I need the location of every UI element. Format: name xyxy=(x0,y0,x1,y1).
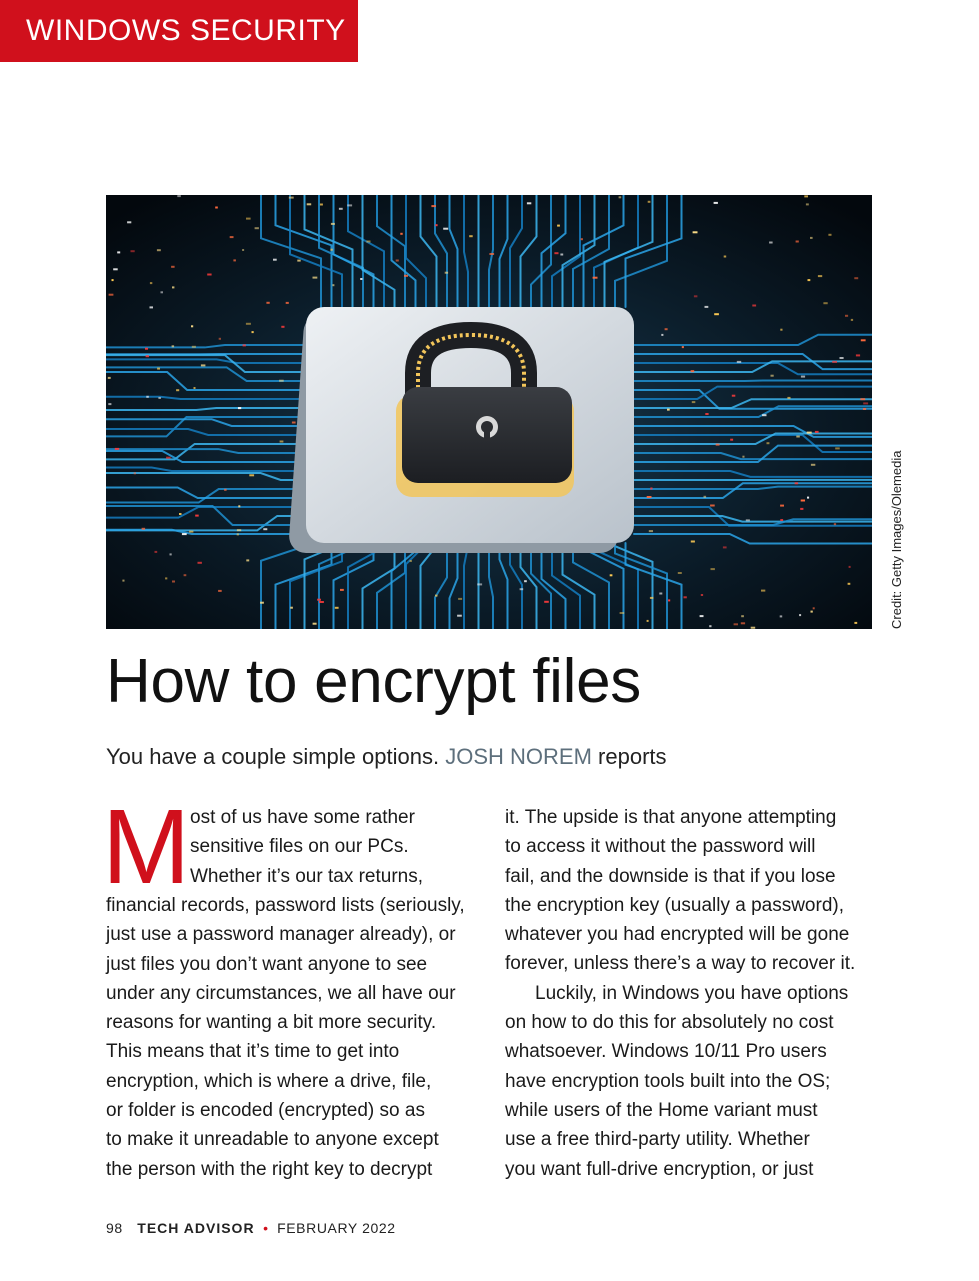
light-speck xyxy=(691,541,695,543)
light-speck xyxy=(339,208,343,210)
light-speck xyxy=(849,566,851,568)
light-speck xyxy=(661,334,663,336)
light-speck xyxy=(818,275,822,277)
light-speck xyxy=(410,560,412,562)
text-line: it. The upside is that anyone attempting xyxy=(505,807,837,828)
footer-bullet: • xyxy=(263,1220,269,1236)
light-speck xyxy=(233,259,236,261)
image-credit: Credit: Getty Images/Olemedia xyxy=(889,450,904,629)
light-speck xyxy=(207,274,211,276)
light-speck xyxy=(648,201,651,203)
text-line: fail, and the downside is that if you lose xyxy=(505,865,836,887)
light-speck xyxy=(112,279,114,281)
light-speck xyxy=(834,523,836,525)
light-speck xyxy=(746,519,750,521)
light-speck xyxy=(649,530,653,532)
light-speck xyxy=(684,596,687,598)
light-speck xyxy=(263,528,267,530)
body-column-right xyxy=(505,803,885,1184)
light-speck xyxy=(489,253,494,255)
light-speck xyxy=(237,529,241,531)
light-speck xyxy=(527,202,531,204)
light-speck xyxy=(704,496,707,498)
light-speck xyxy=(752,305,756,307)
light-speck xyxy=(787,397,790,399)
issue-date: FEBRUARY 2022 xyxy=(277,1220,396,1236)
light-speck xyxy=(404,275,408,277)
light-speck xyxy=(716,444,720,446)
light-speck xyxy=(724,256,727,258)
light-speck xyxy=(400,233,402,235)
section-label: WINDOWS SECURITY xyxy=(26,14,346,47)
light-speck xyxy=(108,403,111,405)
light-speck xyxy=(330,249,332,251)
light-speck xyxy=(554,252,558,254)
light-speck xyxy=(246,559,249,561)
light-speck xyxy=(730,439,733,441)
light-speck xyxy=(854,622,857,624)
text-line: This means that it’s time to get into xyxy=(106,1041,400,1063)
light-speck xyxy=(273,259,277,261)
light-speck xyxy=(557,225,560,227)
section-tab xyxy=(0,0,358,62)
light-speck xyxy=(835,447,840,449)
light-speck xyxy=(650,488,652,490)
light-speck xyxy=(780,519,783,521)
light-speck xyxy=(313,623,317,625)
light-speck xyxy=(117,251,120,253)
light-speck xyxy=(201,364,206,366)
light-speck xyxy=(762,414,766,416)
light-speck xyxy=(179,513,182,515)
light-speck xyxy=(255,227,259,229)
light-speck xyxy=(238,407,241,409)
light-speck xyxy=(845,315,848,317)
author-byline: JOSH NOREM xyxy=(445,744,592,769)
light-speck xyxy=(260,602,264,604)
light-speck xyxy=(157,368,160,370)
light-speck xyxy=(711,568,715,570)
light-speck xyxy=(705,413,708,415)
text-line: whatever you had encrypted will be gone xyxy=(505,924,850,946)
light-speck xyxy=(714,202,718,204)
light-speck xyxy=(769,242,773,244)
light-speck xyxy=(854,277,858,279)
circuit-trace xyxy=(634,380,872,381)
light-speck xyxy=(800,508,803,510)
light-speck xyxy=(811,464,815,466)
right-paragraph-1 xyxy=(505,803,885,979)
light-speck xyxy=(799,614,801,616)
light-speck xyxy=(150,282,152,284)
light-speck xyxy=(113,268,118,270)
standfirst xyxy=(106,744,667,770)
light-speck xyxy=(737,361,741,363)
text-line: have encryption tools built into the OS; xyxy=(505,1070,831,1092)
text-line: under any circumstances, we all have our xyxy=(106,982,456,1004)
text-line: reasons for wanting a bit more security. xyxy=(106,1012,437,1034)
light-speck xyxy=(828,234,831,236)
light-speck xyxy=(280,441,284,443)
article-title: How to encrypt files xyxy=(106,647,641,716)
light-speck xyxy=(146,396,149,398)
light-speck xyxy=(127,221,131,223)
light-speck xyxy=(804,195,808,197)
light-speck xyxy=(347,204,352,206)
text-line: you want full-drive encryption, or just xyxy=(505,1158,814,1180)
light-speck xyxy=(131,250,135,252)
light-speck xyxy=(581,238,583,240)
light-speck xyxy=(172,581,175,583)
light-speck xyxy=(701,594,703,596)
text-line: whatsoever. Windows 10/11 Pro users xyxy=(505,1041,827,1063)
light-speck xyxy=(340,589,344,591)
light-speck xyxy=(218,590,222,592)
light-speck xyxy=(331,223,335,225)
light-speck xyxy=(780,615,783,617)
light-speck xyxy=(182,533,187,535)
light-speck xyxy=(161,291,164,293)
light-speck xyxy=(520,588,524,590)
light-speck xyxy=(741,615,744,617)
light-speck xyxy=(191,325,193,327)
light-speck xyxy=(705,306,709,308)
light-speck xyxy=(761,590,765,592)
text-line: Whether it’s our tax returns, xyxy=(190,865,424,887)
light-speck xyxy=(313,277,318,279)
light-speck xyxy=(694,295,698,297)
light-speck xyxy=(709,625,711,627)
text-line: or folder is encoded (encrypted) so as xyxy=(106,1100,425,1122)
light-speck xyxy=(751,627,756,629)
light-speck xyxy=(691,370,695,372)
text-line: the encryption key (usually a password), xyxy=(505,894,844,916)
light-speck xyxy=(170,553,172,555)
light-speck xyxy=(700,615,704,617)
text-line: on how to do this for absolutely no cost xyxy=(505,1012,834,1034)
light-speck xyxy=(667,409,670,411)
light-speck xyxy=(360,278,362,280)
text-line: sensitive files on our PCs. xyxy=(190,836,409,858)
light-speck xyxy=(593,277,598,279)
light-speck xyxy=(692,401,696,403)
light-speck xyxy=(317,599,321,601)
light-speck xyxy=(435,224,437,226)
left-paragraph xyxy=(106,891,486,1184)
light-speck xyxy=(195,515,199,517)
text-line: to access it without the password will xyxy=(505,836,816,858)
light-speck xyxy=(292,422,296,424)
light-speck xyxy=(230,236,234,238)
light-speck xyxy=(320,204,323,206)
light-speck xyxy=(832,361,837,363)
light-speck xyxy=(796,241,799,243)
text-line: while users of the Home variant must xyxy=(505,1099,818,1121)
light-speck xyxy=(807,432,812,434)
light-speck xyxy=(840,357,844,359)
light-speck xyxy=(693,231,698,233)
light-speck xyxy=(238,505,240,507)
light-speck xyxy=(810,237,813,239)
light-speck xyxy=(851,319,853,321)
light-speck xyxy=(166,457,171,459)
light-speck xyxy=(620,612,625,614)
light-speck xyxy=(171,266,175,268)
light-speck xyxy=(215,207,218,209)
light-speck xyxy=(665,328,668,330)
light-speck xyxy=(246,218,251,220)
light-speck xyxy=(469,235,473,237)
light-speck xyxy=(198,562,202,564)
light-speck xyxy=(142,528,146,530)
light-speck xyxy=(856,354,860,356)
light-speck xyxy=(332,284,334,286)
light-speck xyxy=(861,339,866,341)
light-speck xyxy=(647,620,649,622)
light-speck xyxy=(286,302,289,304)
standfirst-text: You have a couple simple options. xyxy=(106,744,440,769)
light-speck xyxy=(122,580,124,582)
light-speck xyxy=(742,456,744,458)
text-line: just use a password manager already), or xyxy=(106,924,456,946)
text-line: ost of us have some rather xyxy=(190,807,415,828)
light-speck xyxy=(108,377,111,379)
light-speck xyxy=(813,607,815,609)
publication-name: TECH ADVISOR xyxy=(137,1220,255,1236)
light-speck xyxy=(243,344,246,346)
light-speck xyxy=(266,302,269,304)
light-speck xyxy=(682,346,684,348)
light-speck xyxy=(619,196,622,198)
light-speck xyxy=(714,313,719,315)
text-line: financial records, password lists (seriously, xyxy=(106,895,465,916)
light-speck xyxy=(242,249,244,251)
light-speck xyxy=(806,203,809,205)
hero-image xyxy=(106,195,872,629)
light-speck xyxy=(155,551,158,553)
light-speck xyxy=(279,380,284,382)
light-speck xyxy=(801,500,805,502)
page-number: 98 xyxy=(106,1220,123,1236)
light-speck xyxy=(723,546,727,548)
light-speck xyxy=(290,607,293,609)
light-speck xyxy=(237,533,239,535)
light-speck xyxy=(172,286,174,288)
light-speck xyxy=(823,302,827,304)
text-line: encryption, which is where a drive, file, xyxy=(106,1070,432,1092)
light-speck xyxy=(165,577,167,579)
body-column-left xyxy=(102,788,486,1184)
light-speck xyxy=(741,622,745,624)
text-line: forever, unless there’s a way to recover it. xyxy=(505,953,856,975)
text-line: to make it unreadable to anyone except xyxy=(106,1129,439,1151)
light-speck xyxy=(246,323,251,325)
light-speck xyxy=(732,395,736,397)
light-speck xyxy=(796,436,800,438)
light-speck xyxy=(134,472,136,474)
standfirst-suffix: reports xyxy=(598,744,667,769)
light-speck xyxy=(194,387,196,389)
light-speck xyxy=(808,279,811,281)
light-speck xyxy=(771,375,774,377)
page-footer xyxy=(106,1220,396,1236)
right-paragraph-2 xyxy=(505,979,885,1184)
light-speck xyxy=(443,228,448,230)
light-speck xyxy=(319,601,324,603)
text-line: use a free third-party utility. Whether xyxy=(505,1129,810,1151)
light-speck xyxy=(863,408,866,410)
light-speck xyxy=(146,355,149,357)
light-speck xyxy=(458,598,462,600)
light-speck xyxy=(860,398,865,400)
text-line: just files you don’t want anyone to see xyxy=(106,953,428,975)
light-speck xyxy=(396,260,399,262)
light-speck xyxy=(192,346,196,348)
light-speck xyxy=(457,615,462,617)
light-speck xyxy=(177,195,181,197)
light-speck xyxy=(848,583,851,585)
light-speck xyxy=(172,345,175,347)
light-speck xyxy=(650,597,654,599)
light-speck xyxy=(252,331,254,333)
light-speck xyxy=(150,306,154,308)
light-speck xyxy=(435,595,438,597)
light-speck xyxy=(477,583,482,585)
light-speck xyxy=(335,607,339,609)
light-speck xyxy=(224,489,227,491)
light-speck xyxy=(647,496,652,498)
light-speck xyxy=(157,249,161,251)
light-speck xyxy=(863,402,868,404)
light-speck xyxy=(109,294,114,296)
light-speck xyxy=(659,593,662,595)
light-speck xyxy=(560,254,563,256)
light-speck xyxy=(780,329,782,331)
light-speck xyxy=(281,326,284,328)
light-speck xyxy=(795,482,799,484)
light-speck xyxy=(145,348,148,350)
light-speck xyxy=(189,531,193,533)
light-speck xyxy=(801,376,805,378)
light-speck xyxy=(815,431,819,433)
light-speck xyxy=(307,203,312,205)
light-speck xyxy=(431,205,436,207)
light-speck xyxy=(544,601,549,603)
drop-cap: M xyxy=(102,788,191,906)
light-speck xyxy=(524,580,527,582)
text-line: the person with the right key to decrypt xyxy=(106,1158,433,1180)
light-speck xyxy=(710,505,715,507)
light-speck xyxy=(176,389,179,391)
light-speck xyxy=(184,574,187,576)
light-speck xyxy=(610,574,613,576)
light-speck xyxy=(807,497,809,499)
circuit-padlock-illustration xyxy=(106,195,872,629)
light-speck xyxy=(767,442,770,444)
text-line: Luckily, in Windows you have options xyxy=(535,982,849,1004)
light-speck xyxy=(780,505,784,507)
light-speck xyxy=(289,197,294,199)
light-speck xyxy=(445,272,448,274)
light-speck xyxy=(297,260,300,262)
light-speck xyxy=(158,397,161,399)
light-speck xyxy=(366,241,370,243)
light-speck xyxy=(115,448,119,450)
light-speck xyxy=(811,611,813,613)
light-speck xyxy=(219,338,221,340)
light-speck xyxy=(734,623,738,625)
light-speck xyxy=(678,572,682,574)
light-speck xyxy=(249,474,254,476)
light-speck xyxy=(668,599,670,601)
